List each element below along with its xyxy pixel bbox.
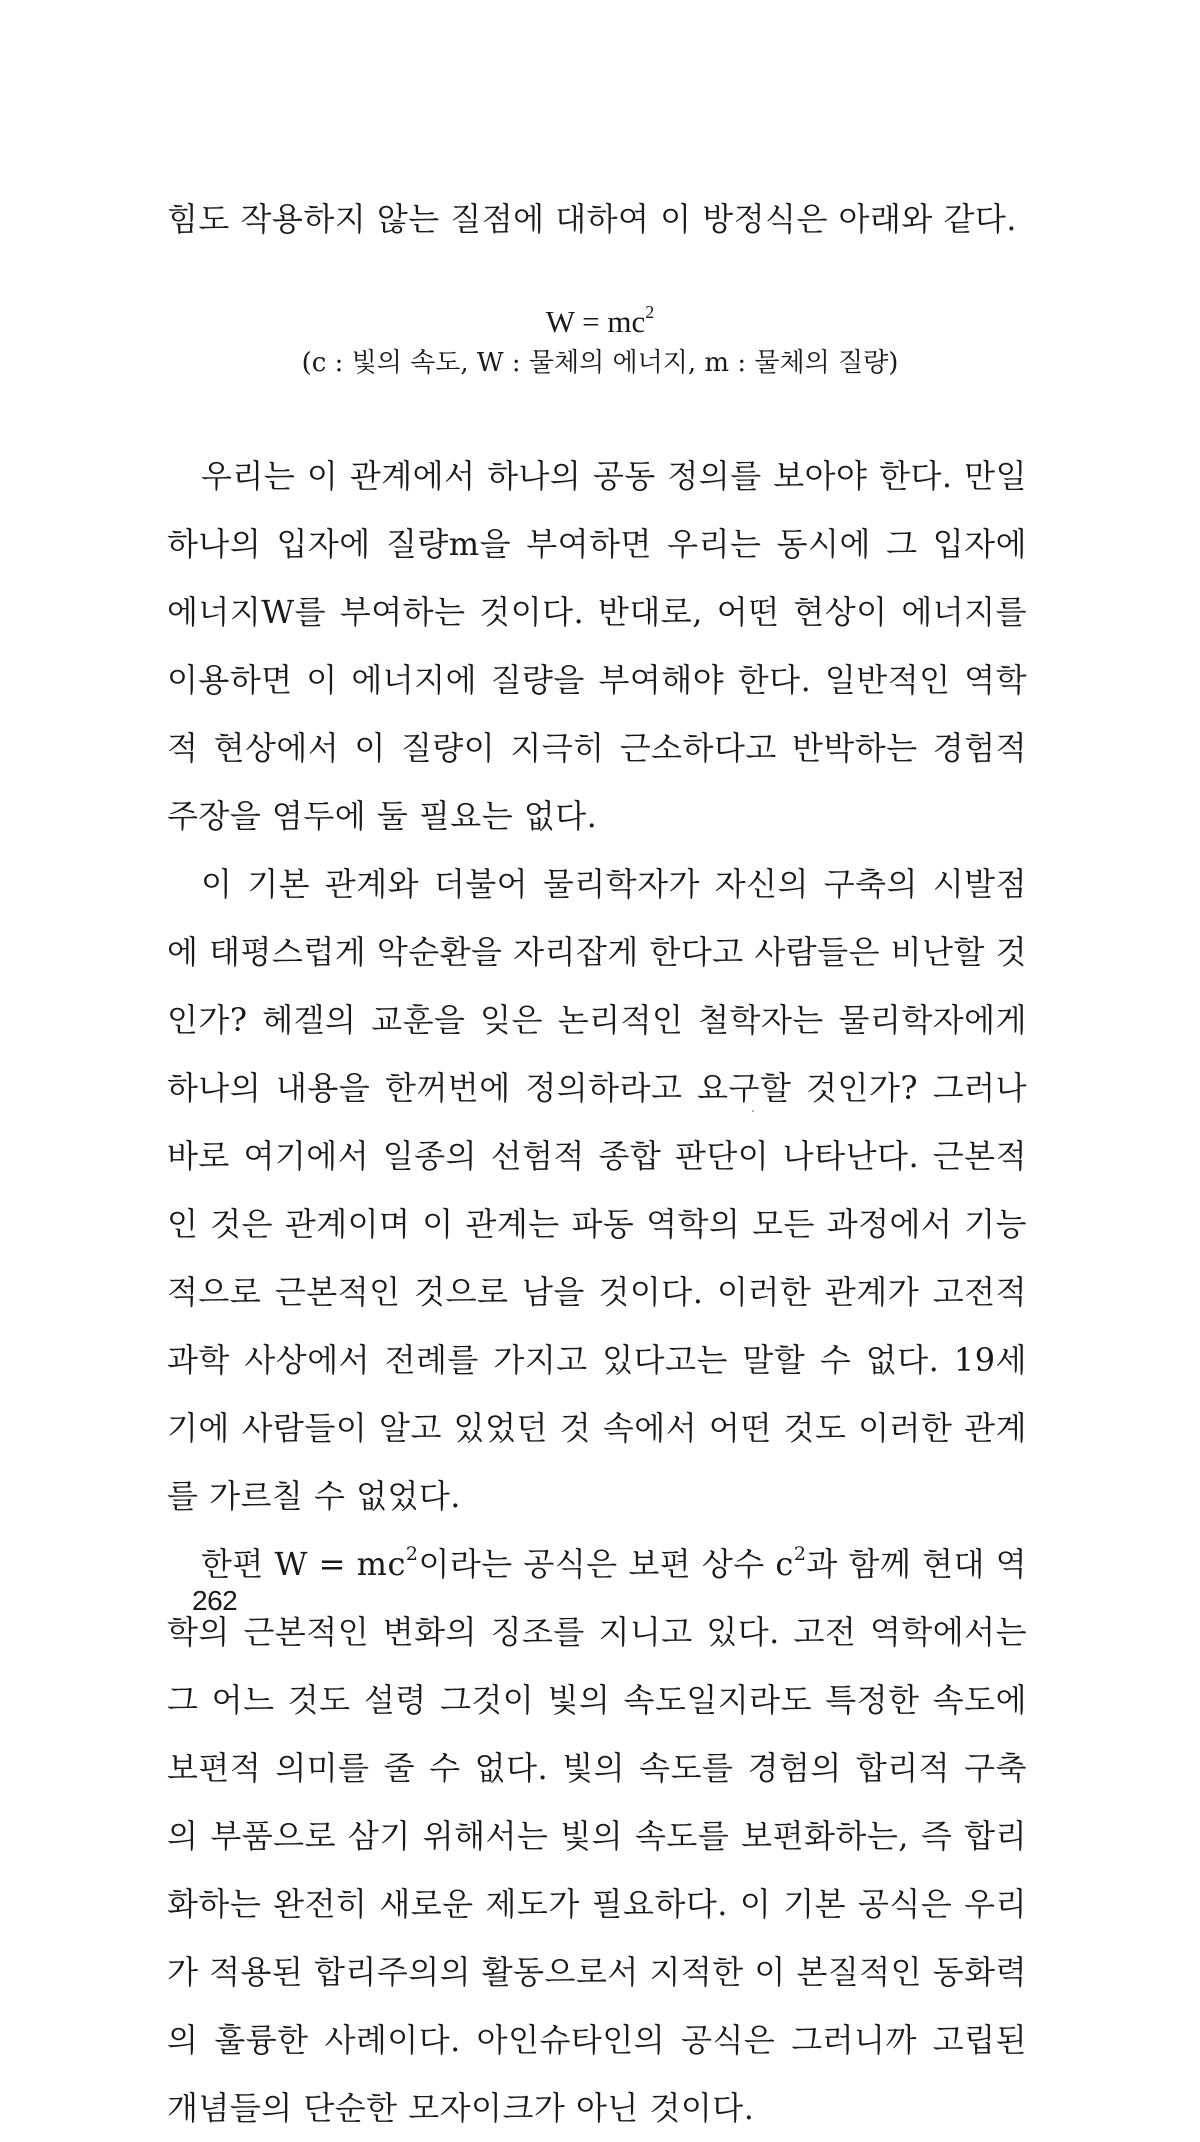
paragraph-3 [167, 1530, 1027, 2142]
paragraph-3-part-2: 이라는 공식은 보편 상수 c [418, 1545, 794, 1583]
formula-exponent: 2 [645, 302, 655, 322]
paragraph-1: 우리는 이 관계에서 하나의 공동 정의를 보아야 한다. 만일 하나의 입자에 질량m을 부여하면 우리는 동시에 그 입자에 에너지W를 부여하는 것이다. 반대로, 어떤 현상이 에너지를 이용하면 이 에너지에 질량을 부여해야 한다. 일반적인 역학적 현상에서 이 질량이 지극히 근소하다고 반박하는 경험적 주장을 염두에 둘 필요는 없다. [167, 457, 1027, 835]
formula-base: W = mc [545, 304, 646, 339]
scan-speck [752, 1110, 754, 1112]
formula-legend: (c : 빛의 속도, W : 물체의 에너지, m : 물체의 질량) [301, 348, 899, 378]
page-number: 262 [192, 1585, 238, 1616]
body-text [167, 442, 1027, 2142]
intro-sentence: 힘도 작용하지 않는 질점에 대하여 이 방정식은 아래와 같다. [167, 200, 1017, 238]
paragraph-2: 이 기본 관계와 더불어 물리학자가 자신의 구축의 시발점에 태평스럽게 악순환을 자리잡게 한다고 사람들은 비난할 것인가? 헤겔의 교훈을 잊은 논리적인 철학자는 물리학자에게 하나의 내용을 한꺼번에 정의하라고 요구할 것인가? 그러나 바로 여기에서 일종의 선험적 종합 판단이 나타난다. 근본적인 것은 관계이며 이 관계는 파동 역학의 모든 과정에서 기능적으로 근본적인 것으로 남을 것이다. 이러한 관계가 고전적 과학 사상에서 전례를 가지고 있다고는 말할 수 없다. 19세기에 사람들이 알고 있었던 것 속에서 어떤 것도 이러한 관계를 가르칠 수 없었다. [167, 865, 1028, 1515]
energy-mass-formula [0, 292, 1200, 342]
paragraph-3-exponent-2: 2 [793, 1543, 807, 1565]
paragraph-3-exponent-1: 2 [405, 1543, 419, 1565]
paragraph-3-part-3: 과 함께 현대 역학의 근본적인 변화의 징조를 지니고 있다. 고전 역학에서는 그 어느 것도 설령 그것이 빛의 속도일지라도 특정한 속도에 보편적 의미를 줄 수 없다. 빛의 속도를 경험의 합리적 구축의 부품으로 삼기 위해서는 빛의 속도를 보편화하는, 즉 합리화하는 완전히 새로운 제도가 필요하다. 이 기본 공식은 우리가 적용된 합리주의의 활동으로서 지적한 이 본질적인 동화력의 훌륭한 사례이다. 아인슈타인의 공식은 그러니까 고립된 개념들의 단순한 모자이크가 아닌 것이다. [167, 1545, 1028, 2127]
paragraph-3-part-1: 한편 W = mc [201, 1545, 406, 1583]
